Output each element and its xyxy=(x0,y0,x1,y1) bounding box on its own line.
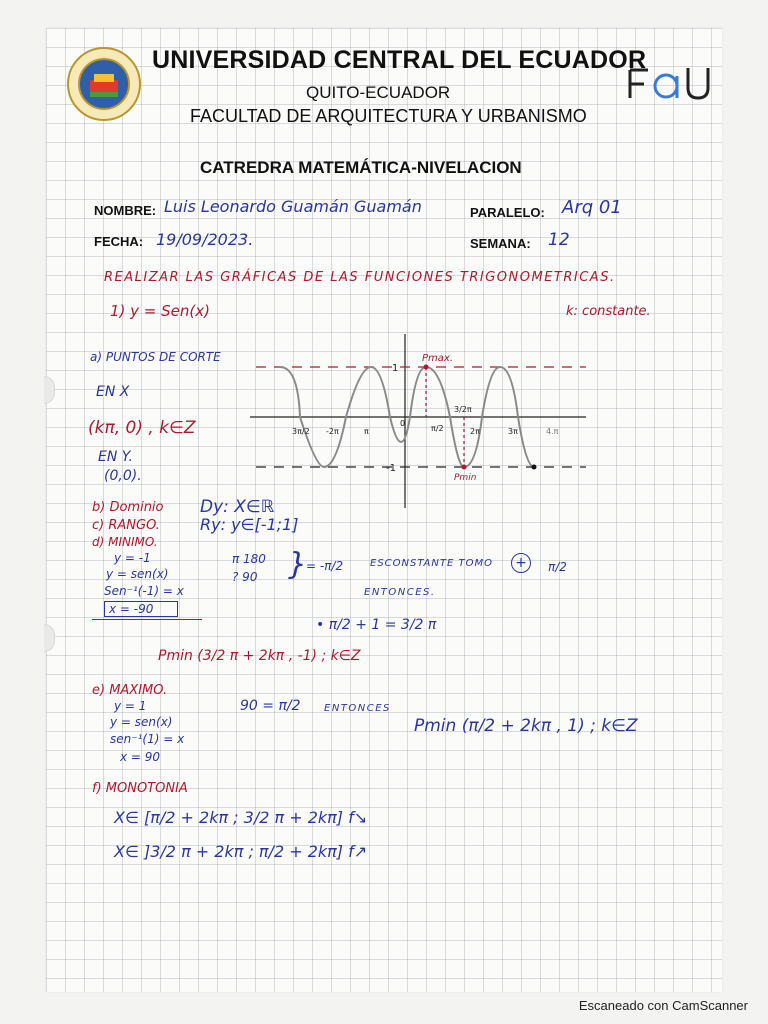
underline xyxy=(92,619,202,620)
pi-half: π/2 xyxy=(548,560,567,574)
x-tick: π xyxy=(364,427,369,436)
en-y-label: EN Y. xyxy=(98,449,133,465)
sine-graph xyxy=(250,330,586,510)
min-result-box: x = -90 xyxy=(104,601,178,617)
min-line: y = -1 xyxy=(114,551,151,565)
pi-row: π 180 xyxy=(232,552,266,566)
semana-label: SEMANA: xyxy=(470,236,531,251)
pmin-label: Pmin xyxy=(454,473,477,483)
x-tick: 3/2π xyxy=(454,405,472,414)
x-tick: 3π/2 xyxy=(292,427,310,436)
constant-note: k: constante. xyxy=(566,304,651,319)
fecha-label: FECHA: xyxy=(94,234,144,249)
monotonia-line-1: X∈ [π/2 + 2kπ ; 3/2 π + 2kπ] f↘ xyxy=(114,808,368,827)
y-tick-one: 1 xyxy=(392,363,399,374)
x-intercepts: (kπ, 0) , k∈Z xyxy=(88,418,196,438)
maximum-heading: e) MAXIMO. xyxy=(92,683,168,698)
max-line: y = sen(x) xyxy=(110,715,173,729)
monotonia-heading: f) MONOTONIA xyxy=(92,781,188,796)
paralelo-label: PARALELO: xyxy=(470,205,545,220)
max-text-entonces: ENTONCES xyxy=(324,703,391,714)
cut-points-heading: a) PUNTOS DE CORTE xyxy=(90,350,221,364)
range-heading: c) RANGO. xyxy=(92,518,160,533)
max-eq: 90 = π/2 xyxy=(240,698,301,714)
nombre-value: Luis Leonardo Guamán Guamán xyxy=(164,197,422,216)
y-intercept: (0,0). xyxy=(104,468,142,484)
x-tick: π/2 xyxy=(431,424,444,433)
x-tick: 4.π xyxy=(546,427,559,436)
semana-value: 12 xyxy=(548,230,570,250)
university-title: UNIVERSIDAD CENTRAL DEL ECUADOR xyxy=(152,46,647,74)
max-line: x = 90 xyxy=(120,750,161,764)
min-text-entonces: ENTONCES. xyxy=(364,587,436,598)
x-tick: 3π xyxy=(508,427,518,436)
course-title: CATREDRA MATEMÁTICA-NIVELACION xyxy=(200,158,522,177)
min-text-constant: ESCONSTANTE TOMO xyxy=(370,558,493,569)
minimum-heading: d) MINIMO. xyxy=(92,535,158,549)
max-line: y = 1 xyxy=(114,699,147,713)
min-line: y = sen(x) xyxy=(106,567,169,581)
nombre-label: NOMBRE: xyxy=(94,203,157,218)
pmax-label: Pmax. xyxy=(422,353,453,364)
x-tick: 2π xyxy=(470,427,480,436)
domain-value: Dy: X∈ℝ xyxy=(200,497,275,517)
min-line: Sen⁻¹(-1) = x xyxy=(104,584,184,598)
en-x-label: EN X xyxy=(96,384,130,400)
x-tick: 0 xyxy=(400,419,406,428)
university-seal-logo xyxy=(66,46,142,122)
brace-result: = -π/2 xyxy=(306,559,344,573)
y-tick-minus-one: -1 xyxy=(386,463,396,474)
x-tick: -2π xyxy=(326,427,339,436)
pmax-formula: Pmin (π/2 + 2kπ , 1) ; k∈Z xyxy=(414,716,638,736)
city-subtitle: QUITO-ECUADOR xyxy=(306,83,451,102)
monotonia-line-2: X∈ ]3/2 π + 2kπ ; π/2 + 2kπ] f↗ xyxy=(114,842,368,861)
min-sum: • π/2 + 1 = 3/2 π xyxy=(316,617,437,633)
paralelo-value: Arq 01 xyxy=(562,197,622,218)
plus-circle: + xyxy=(511,553,531,573)
faculty-subtitle: FACULTAD DE ARQUITECTURA Y URBANISMO xyxy=(190,106,587,126)
pmin-formula: Pmin (3/2 π + 2kπ , -1) ; k∈Z xyxy=(158,648,361,664)
q-row: ? 90 xyxy=(232,570,258,584)
domain-heading: b) Dominio xyxy=(92,500,164,515)
range-value: Ry: y∈[-1;1] xyxy=(200,515,299,534)
max-line: sen⁻¹(1) = x xyxy=(110,732,185,746)
exercise-title: 1) y = Sen(x) xyxy=(110,302,210,320)
task-instruction: REALIZAR LAS GRÁFICAS DE LAS FUNCIONES TRIGONOMETRICAS. xyxy=(104,270,616,285)
scanner-watermark: Escaneado con CamScanner xyxy=(578,998,748,1013)
fecha-value: 19/09/2023. xyxy=(156,230,254,249)
brace: } xyxy=(288,547,308,582)
